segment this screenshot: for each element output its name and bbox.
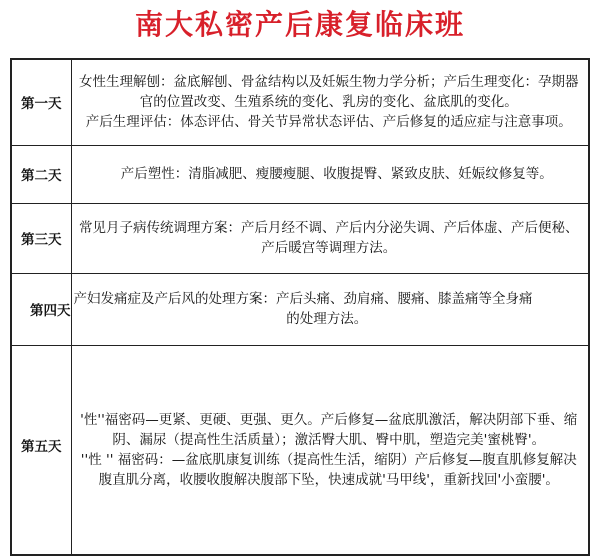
content-line: '性''福密码—更紧、更硬、更强、更久。产后修复—盆底肌激活，解决阴部下垂、缩阴、漏尿（提高性生活质量）；激活臀大肌、臀中肌，塑造完美'蜜桃臀'。	[80, 411, 578, 448]
content-line: 产后生理评估：体态评估、骨关节异常状态评估、产后修复的适应症与注意事项。	[85, 114, 572, 131]
day-content	[71, 59, 589, 145]
content-line: 产妇发痛症及产后风的处理方案：产后头痛、劲肩痛、腰痛、膝盖痛等全身痛	[73, 291, 533, 307]
content-line: 的处理方法。	[286, 311, 368, 327]
curriculum-table	[10, 58, 590, 556]
content-line: ''性 '' 福密码：—盆底肌康复训练（提高性生活，缩阴）产后修复—腹直肌修复解决腹直肌分离，收腰收腹解决腹部下坠，快速成就'马甲线'，重新找回'小蛮腰'。	[80, 451, 577, 488]
day-label: 第一天	[11, 59, 71, 145]
content-line: 女性生理解刨：盆底解刨、骨盆结构以及妊娠生物力学分析；产后生理变化：孕期器官的位置改变、生殖系统的变化、乳房的变化、盆底肌的变化。	[79, 74, 579, 111]
table-row	[11, 345, 589, 555]
day-label: 第四天	[11, 273, 71, 345]
table-row	[11, 273, 589, 345]
content-line: 常见月子病传统调理方案：产后月经不调、产后内分泌失调、产后体虚、产后便秘、产后暖宫等调理方法。	[79, 220, 579, 256]
content-line: 产后塑性：清脂减肥、瘦腰瘦腿、收腹提臀、紧致皮肤、妊娠纹修复等。	[120, 166, 553, 182]
day-label: 第二天	[11, 145, 71, 203]
day-content	[71, 273, 589, 345]
day-label: 第五天	[11, 345, 71, 555]
day-content	[71, 145, 589, 203]
day-label: 第三天	[11, 203, 71, 273]
table-row	[11, 203, 589, 273]
day-content	[71, 345, 589, 555]
day-content	[71, 203, 589, 273]
table-row	[11, 145, 589, 203]
page-title: 南大私密产后康复临床班	[134, 8, 465, 41]
table-row	[11, 59, 589, 145]
